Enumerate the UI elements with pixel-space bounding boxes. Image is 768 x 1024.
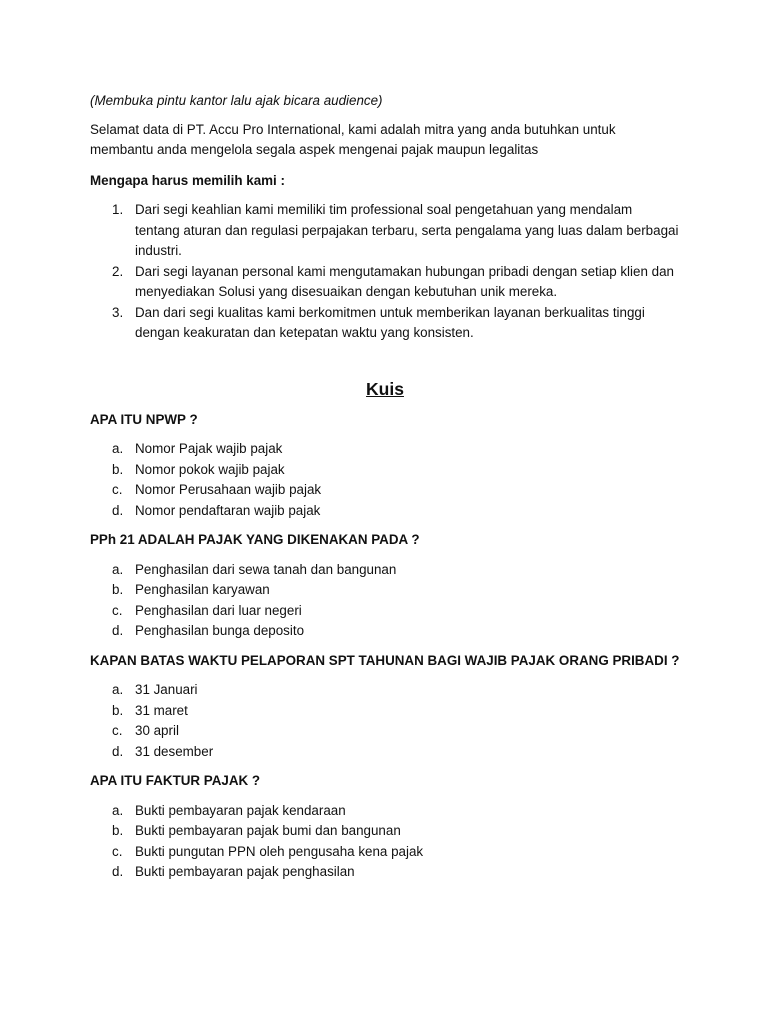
- quiz-option: [90, 862, 680, 883]
- reason-item: [90, 200, 680, 262]
- option-letter: b.: [112, 823, 124, 838]
- option-text: Bukti pembayaran pajak kendaraan: [135, 802, 346, 818]
- quiz-question-block: [90, 530, 680, 642]
- quiz-question: PPh 21 ADALAH PAJAK YANG DIKENAKAN PADA ?: [90, 532, 420, 547]
- option-letter: b.: [112, 461, 124, 477]
- quiz-option: [90, 480, 680, 501]
- option-text: Bukti pungutan PPN oleh pengusaha kena pajak: [135, 843, 424, 859]
- quiz-question: APA ITU NPWP ?: [90, 411, 198, 427]
- option-letter: b.: [112, 702, 124, 718]
- option-text: Bukti pembayaran pajak penghasilan: [135, 864, 355, 879]
- quiz-option: [90, 439, 680, 460]
- quiz-option: [90, 621, 680, 642]
- quiz-options: [90, 439, 680, 521]
- option-text: Nomor pokok wajib pajak: [135, 461, 285, 477]
- reason-number: 3.: [112, 304, 124, 320]
- option-letter: c.: [112, 602, 123, 618]
- quiz-option: [90, 721, 680, 742]
- reason-item: [90, 262, 680, 303]
- option-text: Penghasilan dari luar negeri: [135, 602, 302, 618]
- reason-text: Dari segi keahlian kami memiliki tim professional soal pengetahuan yang mendalam tentang aturan dan regulasi perpajakan terbaru, serta pengalama yang luas dalam berbagai industri.: [135, 202, 679, 258]
- option-letter: a.: [112, 802, 124, 818]
- option-text: Penghasilan karyawan: [135, 582, 270, 597]
- quiz-option: [90, 842, 680, 863]
- option-text: 30 april: [135, 723, 179, 738]
- quiz-options: [90, 801, 680, 883]
- quiz-option: [90, 460, 680, 481]
- quiz-title: Kuis: [366, 378, 404, 399]
- option-letter: d.: [112, 743, 124, 759]
- reason-text: Dan dari segi kualitas kami berkomitmen untuk memberikan layanan berkualitas tinggi dengan keakuratan dan ketepatan waktu yang konsisten.: [135, 304, 645, 340]
- document-page: [90, 91, 680, 892]
- option-text: Nomor Perusahaan wajib pajak: [135, 482, 322, 497]
- option-letter: a.: [112, 441, 124, 456]
- quiz-option: [90, 801, 680, 822]
- intro-paragraph: Selamat data di PT. Accu Pro International, kami adalah mitra yang anda butuhkan untuk membantu anda mengelola segala aspek mengenai pajak maupun legalitas: [90, 121, 616, 157]
- quiz-question-block: [90, 410, 680, 522]
- option-text: Nomor pendaftaran wajib pajak: [135, 502, 321, 518]
- quiz-question: APA ITU FAKTUR PAJAK ?: [90, 773, 261, 788]
- option-letter: a.: [112, 561, 124, 577]
- option-letter: d.: [112, 864, 124, 879]
- option-letter: d.: [112, 623, 124, 638]
- quiz-question-block: [90, 771, 680, 883]
- quiz-question: KAPAN BATAS WAKTU PELAPORAN SPT TAHUNAN BAGI WAJIB PAJAK ORANG PRIBADI ?: [90, 652, 680, 668]
- reason-number: 2.: [112, 263, 124, 279]
- quiz-option: [90, 680, 680, 701]
- option-letter: c.: [112, 843, 123, 859]
- stage-direction: (Membuka pintu kantor lalu ajak bicara audience): [90, 93, 383, 108]
- quiz-option: [90, 601, 680, 622]
- reason-number: 1.: [112, 202, 124, 217]
- quiz-option: [90, 560, 680, 581]
- option-text: Nomor Pajak wajib pajak: [135, 441, 283, 456]
- why-choose-heading: Mengapa harus memilih kami :: [90, 172, 285, 188]
- option-letter: c.: [112, 723, 123, 738]
- option-text: 31 desember: [135, 743, 214, 759]
- quiz-option: [90, 821, 680, 842]
- option-text: Bukti pembayaran pajak bumi dan bangunan: [135, 823, 401, 838]
- quiz-options: [90, 560, 680, 642]
- option-letter: d.: [112, 502, 124, 518]
- option-text: 31 Januari: [135, 682, 198, 697]
- option-text: Penghasilan bunga deposito: [135, 623, 305, 638]
- reason-item: [90, 303, 680, 344]
- quiz-options: [90, 680, 680, 762]
- quiz-option: [90, 742, 680, 763]
- option-letter: b.: [112, 582, 124, 597]
- reason-text: Dari segi layanan personal kami mengutamakan hubungan pribadi dengan setiap klien dan menyediakan Solusi yang disesuaikan dengan kebutuhan unik mereka.: [135, 263, 674, 299]
- reasons-list: [90, 200, 680, 344]
- quiz-option: [90, 701, 680, 722]
- quiz-option: [90, 580, 680, 601]
- option-letter: c.: [112, 482, 123, 497]
- option-text: Penghasilan dari sewa tanah dan bangunan: [135, 561, 397, 577]
- quiz-option: [90, 501, 680, 522]
- option-letter: a.: [112, 682, 124, 697]
- option-text: 31 maret: [135, 702, 188, 718]
- quiz-question-block: [90, 651, 680, 763]
